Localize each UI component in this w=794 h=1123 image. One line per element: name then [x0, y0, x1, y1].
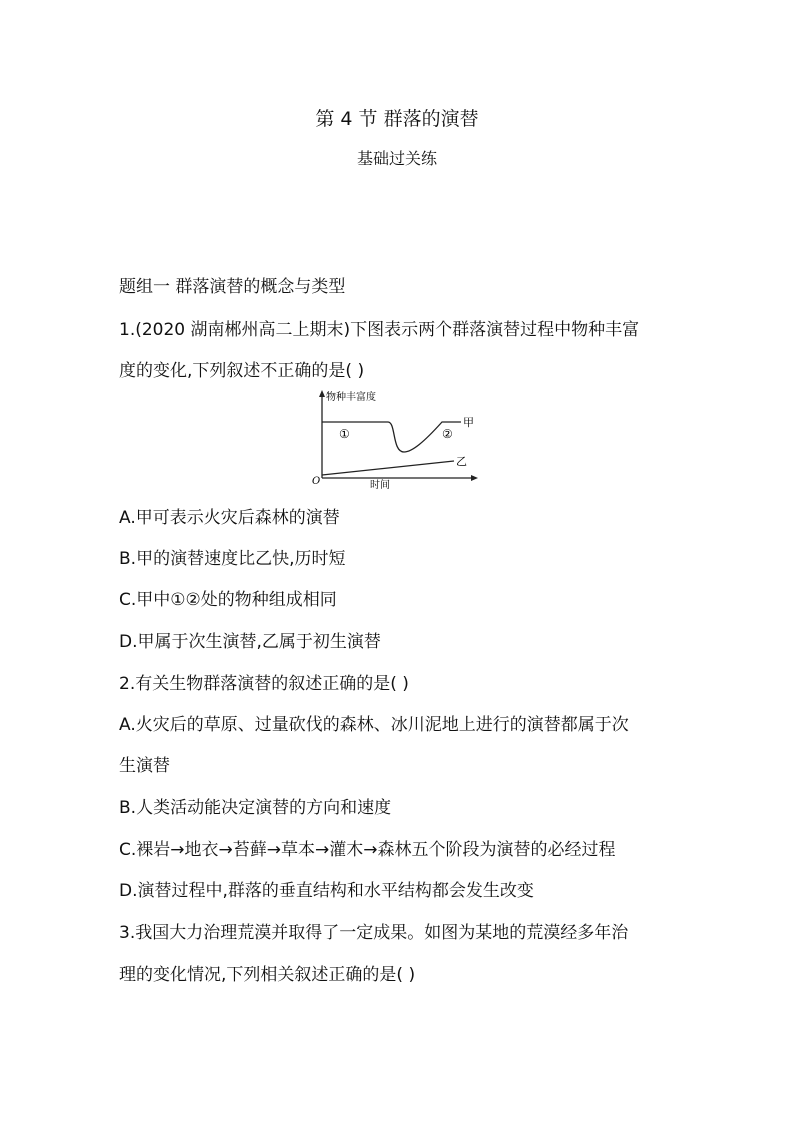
q1-richness-figure	[308, 388, 498, 492]
y-axis-arrow	[319, 390, 325, 397]
q2-option-d: D.演替过程中,群落的垂直结构和水平结构都会发生改变	[119, 881, 534, 901]
q1-option-d: D.甲属于次生演替,乙属于初生演替	[119, 632, 381, 652]
q1-option-a: A.甲可表示火灾后森林的演替	[119, 508, 340, 528]
figure-series-jia-label: 甲	[463, 416, 474, 429]
section-heading: 题组一 群落演替的概念与类型	[119, 277, 346, 297]
q1-stem-line2: 度的变化,下列叙述不正确的是( )	[119, 361, 365, 381]
q3-stem-line1: 3.我国大力治理荒漠并取得了一定成果。如图为某地的荒漠经多年治	[119, 923, 629, 943]
q2-stem: 2.有关生物群落演替的叙述正确的是( )	[119, 674, 409, 694]
q1-stem-line1: 1.(2020 湖南郴州高二上期末)下图表示两个群落演替过程中物种丰富	[119, 320, 640, 340]
q3-stem-line2: 理的变化情况,下列相关叙述正确的是( )	[119, 965, 416, 985]
figure-origin: O	[312, 476, 321, 487]
q2-option-b: B.人类活动能决定演替的方向和速度	[119, 798, 392, 818]
figure-series-yi-label: 乙	[456, 455, 467, 468]
q1-option-c: C.甲中①②处的物种组成相同	[119, 590, 337, 610]
x-axis-arrow	[471, 475, 478, 481]
q2-option-c: C.裸岩→地衣→苔藓→草本→灌木→森林五个阶段为演替的必经过程	[119, 840, 616, 860]
q2-option-a-line1: A.火灾后的草原、过量砍伐的森林、冰川泥地上进行的演替都属于次	[119, 715, 629, 735]
page-title: 第 4 节 群落的演替	[315, 108, 479, 130]
figure-mark-2: ②	[442, 427, 453, 441]
figure-ylabel: 物种丰富度	[326, 392, 376, 403]
page-subtitle: 基础过关练	[356, 149, 437, 168]
series-yi-line	[322, 461, 454, 475]
figure-mark-1: ①	[339, 427, 350, 441]
figure-xlabel: 时间	[370, 480, 390, 491]
q2-option-a-line2: 生演替	[119, 756, 170, 776]
q1-option-b: B.甲的演替速度比乙快,历时短	[119, 549, 346, 569]
